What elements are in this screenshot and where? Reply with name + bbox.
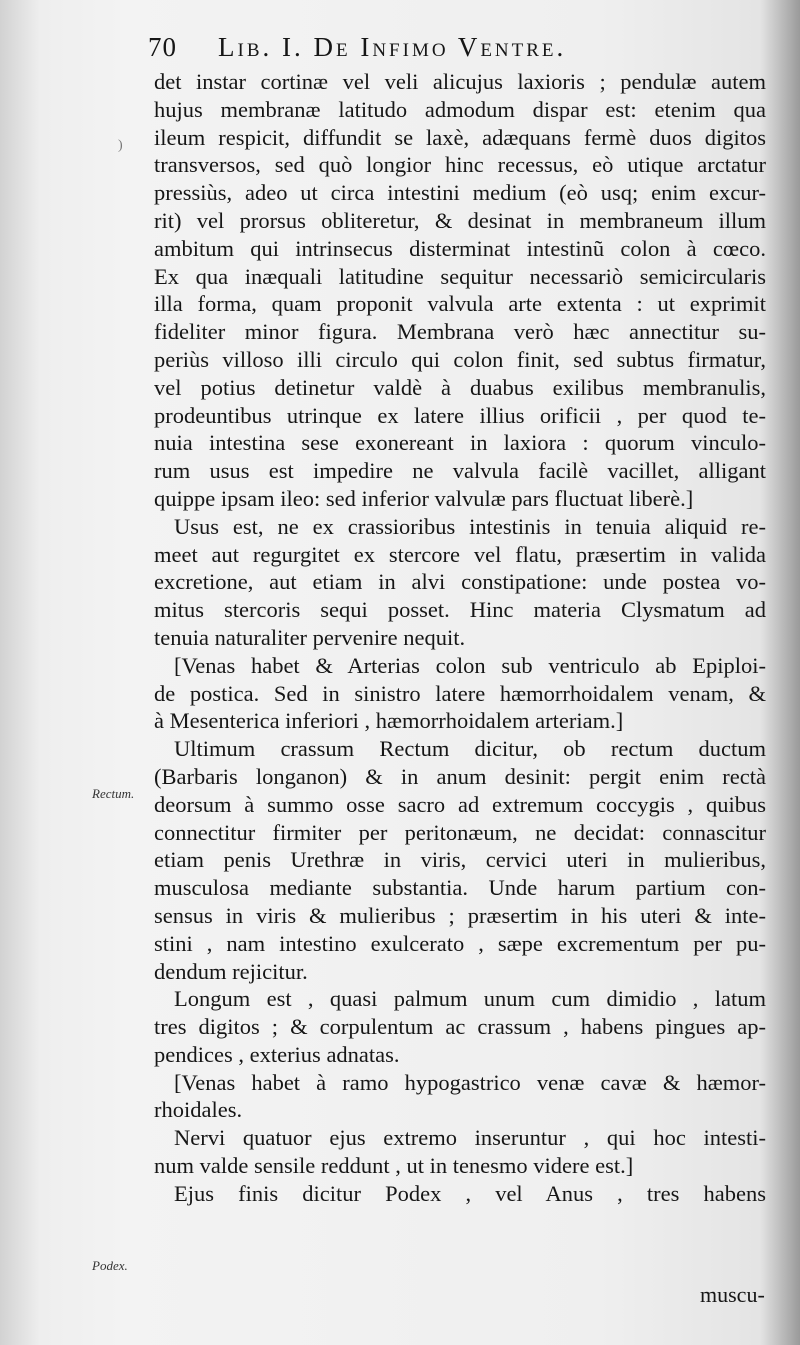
margin-note-rectum: Rectum. [92, 786, 135, 801]
text-line: Usus est, ne ex crassioribus intestinis in tenuia aliquid re- [174, 513, 766, 539]
text-line: meet aut regurgitet ex stercore vel flatu, præsertim in valida [154, 541, 766, 567]
text-line: transversos, sed quò longior hinc recessus, eò utique arctatur [154, 152, 766, 178]
text-line: illa forma, quam proponit valvula arte extenta : ut exprimit [154, 291, 766, 317]
text-line: mitus stercoris sequi posset. Hinc materia Clysmatum ad [154, 597, 766, 623]
text-line: pendices , exterius adnatas. [154, 1041, 400, 1067]
text-line: de postica. Sed in sinistro latere hæmorrhoidalem venam, & [154, 680, 766, 706]
text-line: hujus membranæ latitudo admodum dispar est: etenim qua [154, 96, 766, 122]
text-line: dendum rejicitur. [154, 958, 308, 984]
margin-note-podex: Podex. [92, 1258, 128, 1273]
text-line: quippe ipsam ileo: sed inferior valvulæ pars fluctuat liberè.] [154, 485, 694, 511]
text-line: musculosa mediante substantia. Unde harum partium con- [154, 875, 766, 901]
margin-mark: ) [118, 138, 123, 153]
text-line: (Barbaris longanon) & in anum desinit: pergit enim rectà [154, 763, 766, 789]
folio-number: 70 [148, 32, 177, 62]
text-line: connectitur firmiter per peritonæum, ne decidat: connascitur [154, 819, 766, 845]
text-line: excretione, aut etiam in alvi constipatione: unde postea vo- [154, 569, 766, 595]
text-line: nuia intestina sese exonereant in laxiora : quorum vinculo- [154, 430, 766, 456]
text-line: rhoidales. [154, 1097, 243, 1123]
page-header [148, 32, 778, 68]
body-text [154, 68, 766, 1208]
text-line: num valde sensile reddunt , ut in tenesmo videre est.] [154, 1153, 634, 1179]
text-line: sensus in viris & mulieribus ; præsertim in his uteri & inte- [154, 902, 766, 928]
text-line: det instar cortinæ vel veli alicujus laxioris ; pendulæ autem [154, 69, 766, 94]
text-line: rum usus est impedire ne valvula facilè vacillet, alligant [154, 458, 766, 484]
text-line: tres digitos ; & corpulentum ac crassum , habens pingues ap- [154, 1014, 766, 1040]
text-line: [Venas habet à ramo hypogastrico venæ cavæ & hæmor- [174, 1069, 766, 1095]
running-title: Lib. I. De Infimo Ventre. [218, 32, 567, 62]
text-line: prodeuntibus utrinque ex latere illius orificii , per quod te- [154, 402, 766, 428]
text-line: Nervi quatuor ejus extremo inseruntur , qui hoc intesti- [174, 1125, 766, 1151]
text-line: vel potius detinetur valdè à duabus exilibus membranulis, [154, 374, 766, 400]
text-line: ambitum qui intrinsecus disterminat intestinũ colon à cœco. [154, 235, 766, 261]
text-line: [Venas habet & Arterias colon sub ventriculo ab Epiploi- [174, 652, 766, 678]
text-line: periùs villoso illi circulo qui colon finit, sed subtus firmatur, [154, 346, 766, 372]
text-line: fideliter minor figura. Membrana verò hæc annectitur su- [154, 319, 766, 345]
text-line: etiam penis Urethræ in viris, cervici uteri in mulieribus, [154, 847, 766, 873]
text-line: Ejus finis dicitur Podex , vel Anus , tres habens [174, 1180, 766, 1206]
text-line: deorsum à summo osse sacro ad extremum coccygis , quibus [154, 791, 766, 817]
text-line: Ultimum crassum Rectum dicitur, ob rectum ductum [174, 736, 766, 762]
text-line: ileum respicit, diffundit se laxè, adæquans fermè duos digitos [154, 124, 766, 150]
text-line: stini , nam intestino exulcerato , sæpe excrementum per pu- [154, 930, 766, 956]
text-line: pressiùs, adeo ut circa intestini medium (eò usq; enim excur- [154, 180, 766, 206]
text-line: Ex qua inæquali latitudine sequitur necessariò semicircularis [154, 263, 766, 289]
catchword: muscu- [700, 1282, 765, 1307]
text-line: à Mesenterica inferiori , hæmorrhoidalem arteriam.] [154, 708, 624, 734]
text-line: Longum est , quasi palmum unum cum dimidio , latum [174, 986, 766, 1012]
text-line: tenuia naturaliter pervenire nequit. [154, 624, 466, 650]
text-line: rit) vel prorsus obliteretur, & desinat in membraneum illum [154, 207, 766, 233]
